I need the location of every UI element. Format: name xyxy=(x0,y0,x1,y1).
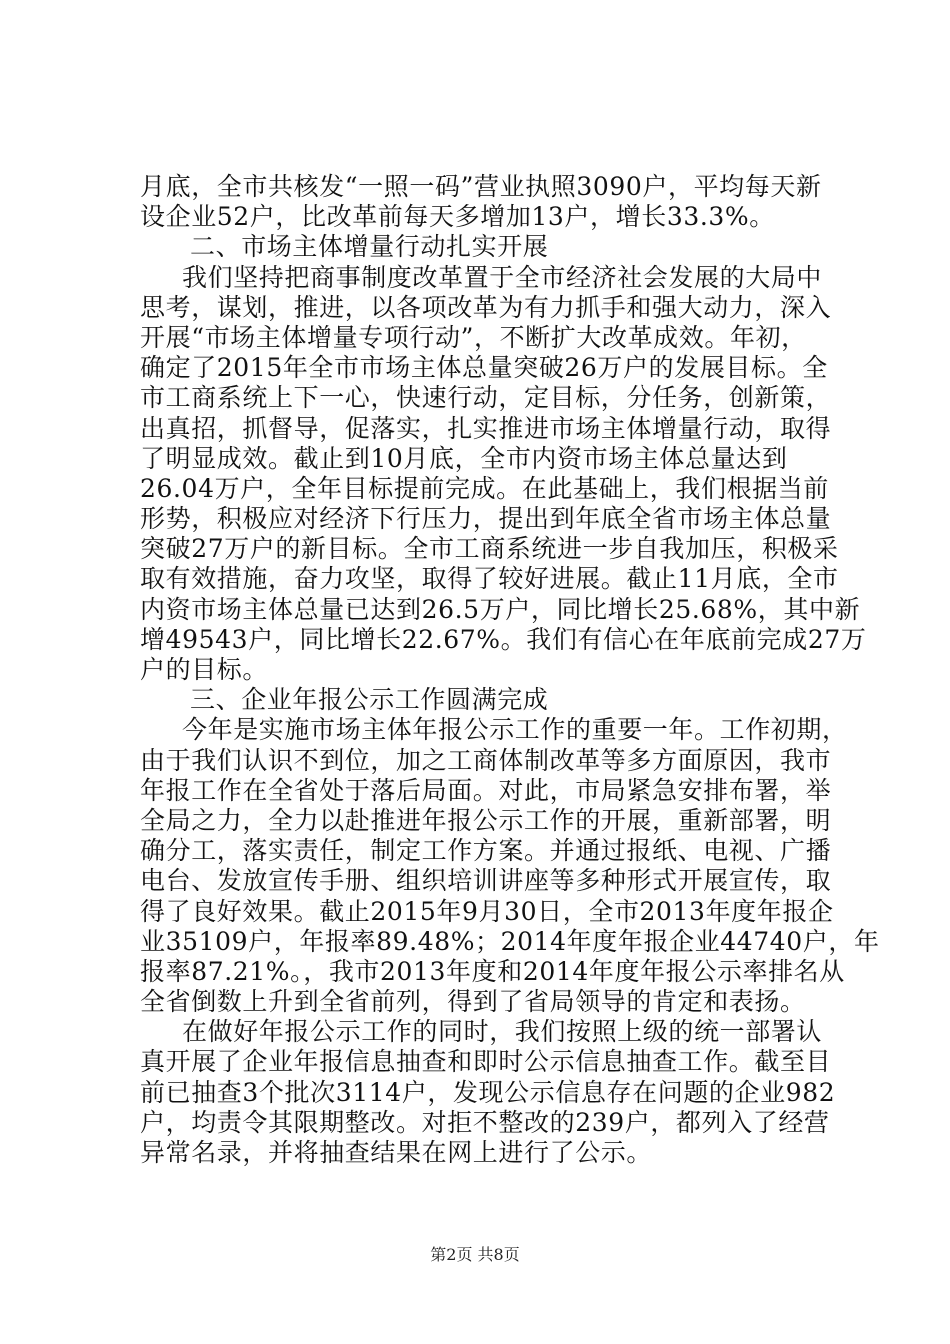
text-line: 了明显成效。截止到10月底，全市内资市场主体总量达到 xyxy=(140,443,788,473)
text-line: 确分工，落实责任，制定工作方案。并通过报纸、电视、广播 xyxy=(140,836,832,866)
page-number-footer: 第2页 共8页 xyxy=(430,1245,520,1264)
text-line: 突破27万户的新目标。全市工商系统进一步自我加压，积极采 xyxy=(140,534,839,564)
text-line: 月底，全市共核发“一照一码”营业执照3090户，平均每天新 xyxy=(140,172,822,201)
text-line: 取有效措施，奋力攻坚，取得了较好进展。截止11月底，全市 xyxy=(140,564,839,594)
text-line: 开展“市场主体增量专项行动”，不断扩大改革成效。年初， xyxy=(140,322,807,352)
text-line: 户，均责令其限期整改。对拒不整改的239户，都列入了经营 xyxy=(140,1107,830,1137)
text-line: 真开展了企业年报信息抽查和即时公示信息抽查工作。截至目 xyxy=(140,1047,832,1077)
text-line: 由于我们认识不到位，加之工商体制改革等多方面原因，我市 xyxy=(140,745,832,775)
text-line: 确定了2015年全市市场主体总量突破26万户的发展目标。全 xyxy=(140,353,828,383)
text-line: 业35109户，年报率89.48%；2014年度年报企业44740户，年 xyxy=(140,926,880,956)
text-line: 报率87.21%。，我市2013年度和2014年度年报公示率排名从 xyxy=(140,956,845,986)
text-line: 今年是实施市场主体年报公示工作的重要一年。工作初期， xyxy=(182,715,848,745)
text-line: 26.04万户，全年目标提前完成。在此基础上，我们根据当前 xyxy=(140,473,829,503)
text-line: 异常名录，并将抽查结果在网上进行了公示。 xyxy=(140,1138,653,1167)
text-line: 电台、发放宣传手册、组织培训讲座等多种形式开展宣传，取 xyxy=(140,866,832,896)
text-line: 设企业52户，比改革前每天多增加13户，增长33.3%。 xyxy=(140,202,775,232)
text-line: 全省倒数上升到全省前列，得到了省局领导的肯定和表扬。 xyxy=(140,987,806,1017)
text-line: 户的目标。 xyxy=(140,655,269,684)
text-line: 内资市场主体总量已达到26.5万户，同比增长25.68%，其中新 xyxy=(140,594,861,624)
text-line: 思考，谋划，推进，以各项改革为有力抓手和强大动力，深入 xyxy=(140,292,832,322)
text-line: 形势，积极应对经济下行压力，提出到年底全省市场主体总量 xyxy=(140,504,832,534)
text-line: 增49543户，同比增长22.67%。我们有信心在年底前完成27万 xyxy=(140,624,867,654)
text-line: 得了良好效果。截止2015年9月30日，全市2013年度年报企 xyxy=(140,896,834,926)
section-heading: 三、企业年报公示工作圆满完成 xyxy=(190,685,549,715)
text-line: 前已抽查3个批次3114户，发现公示信息存在问题的企业982 xyxy=(140,1077,836,1107)
body-text xyxy=(140,172,880,1168)
text-line: 出真招，抓督导，促落实，扎实推进市场主体增量行动，取得 xyxy=(140,413,832,443)
text-line: 市工商系统上下一心，快速行动，定目标，分任务，创新策， xyxy=(140,383,832,413)
text-line: 全局之力，全力以赴推进年报公示工作的开展，重新部署，明 xyxy=(140,805,832,835)
section-heading: 二、市场主体增量行动扎实开展 xyxy=(190,232,549,262)
text-line: 在做好年报公示工作的同时，我们按照上级的统一部署认 xyxy=(182,1017,823,1047)
text-line: 年报工作在全省处于落后局面。对此，市局紧急安排布署，举 xyxy=(140,775,832,805)
text-line: 我们坚持把商事制度改革置于全市经济社会发展的大局中 xyxy=(182,262,823,292)
